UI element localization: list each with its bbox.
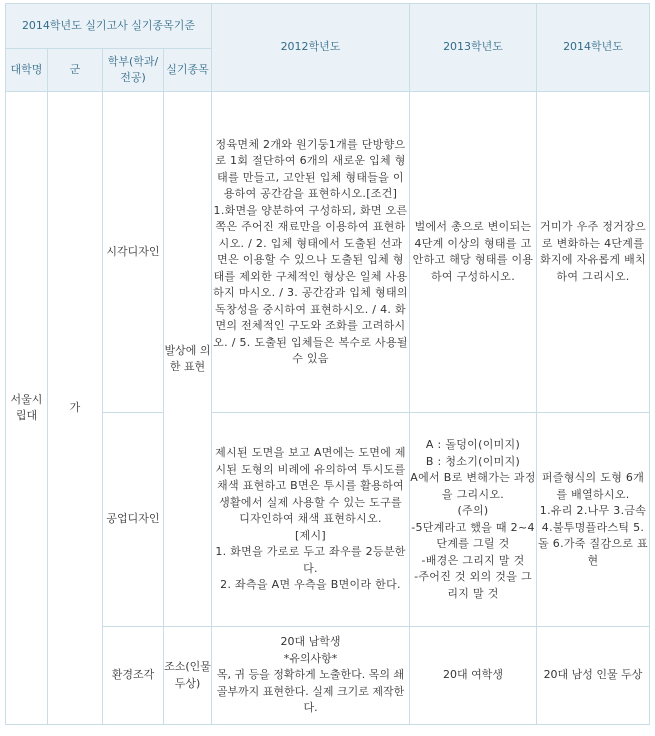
group-title-header: 2014학년도 실기고사 실기종목기준 [6, 4, 212, 49]
row-environmental-sculpture [6, 627, 650, 725]
environ-2014-cell: 20대 남성 인물 두상 [537, 627, 650, 725]
dept-industrial-design: 공업디자인 [103, 413, 164, 627]
industrial-2012-cell: 제시된 도면을 보고 A면에는 도면에 제시된 도형의 비례에 유의하여 투시도를 채색 표현하고 B면은 투시를 활용하여 생활에서 실제 사용할 수 있는 도구를 디자인하여 채색 표현하시오. [제시] 1. 화면을 가로로 두고 좌우를 2등분한다. 2. 좌측을 A면 우측을 B면이라 한다. [212, 413, 410, 627]
group-cell: 가 [48, 92, 103, 725]
environ-2012-cell: 20대 남학생 *유의사항* 목, 귀 등을 정확하게 노출한다. 목의 쇄골부까지 표현한다. 실제 크기로 제작한다. [212, 627, 410, 725]
group-header: 군 [48, 49, 103, 92]
year-2012-header: 2012학년도 [212, 4, 410, 92]
exam-item-header: 실기종목 [164, 49, 212, 92]
university-cell: 서울시립대 [6, 92, 48, 725]
visual-2012-cell: 정육면체 2개와 원기둥1개를 단방향으로 1회 절단하여 6개의 새로운 입체 형태를 만들고, 고안된 입체 형태들을 이용하여 공간감을 표현하시오.[조건] 1.화면을 양분하여 구성하되, 화면 오른쪽은 주어진 재료만을 이용하여 표현하시오. / 2. 입체 형태에서 도출된 선과 면은 이용할 수 있으나 도출된 입체 형태를 제외한 구체적인 형상은 일체 사용하지 마시오. / 3. 공간감과 입체 형태의 독창성을 중시하여 표현하시오. / 4. 화면의 전체적인 구도와 조화를 고려하시오. / 5. 도출된 입체들은 복수로 사용될 수 있음 [212, 92, 410, 413]
row-visual-design [6, 92, 650, 413]
year-2014-header: 2014학년도 [537, 4, 650, 92]
exam-item-cell: 발상에 의한 표현 [164, 92, 212, 627]
year-2013-header: 2013학년도 [410, 4, 537, 92]
environ-item-cell: 조소(인물두상) [164, 627, 212, 725]
department-header: 학부(학과/전공) [103, 49, 164, 92]
industrial-2014-cell: 퍼즐형식의 도형 6개를 배열하시오. 1.유리 2.나무 3.금속 4.불투명플라스틱 5.돌 6.가죽 질감으로 표현 [537, 413, 650, 627]
university-header: 대학명 [6, 49, 48, 92]
header-row-1 [6, 4, 650, 49]
environ-2013-cell: 20대 여학생 [410, 627, 537, 725]
exam-criteria-table [5, 3, 650, 725]
row-industrial-design [6, 413, 650, 627]
industrial-2013-cell: A : 돌덩이(이미지) B : 청소기(이미지) A에서 B로 변해가는 과정을 그리시오. (주의) -5단계라고 했을 때 2~4단계를 그릴 것 -배경은 그리지 말 것 -주어진 것 외의 것을 그리지 말 것 [410, 413, 537, 627]
dept-visual-design: 시각디자인 [103, 92, 164, 413]
visual-2013-cell: 벌에서 총으로 변이되는 4단계 이상의 형태를 고안하고 해당 형태를 이용하여 구성하시오. [410, 92, 537, 413]
visual-2014-cell: 거미가 우주 정거장으로 변화하는 4단계를 화지에 자유롭게 배치하여 그리시오. [537, 92, 650, 413]
dept-environmental-sculpture: 환경조각 [103, 627, 164, 725]
